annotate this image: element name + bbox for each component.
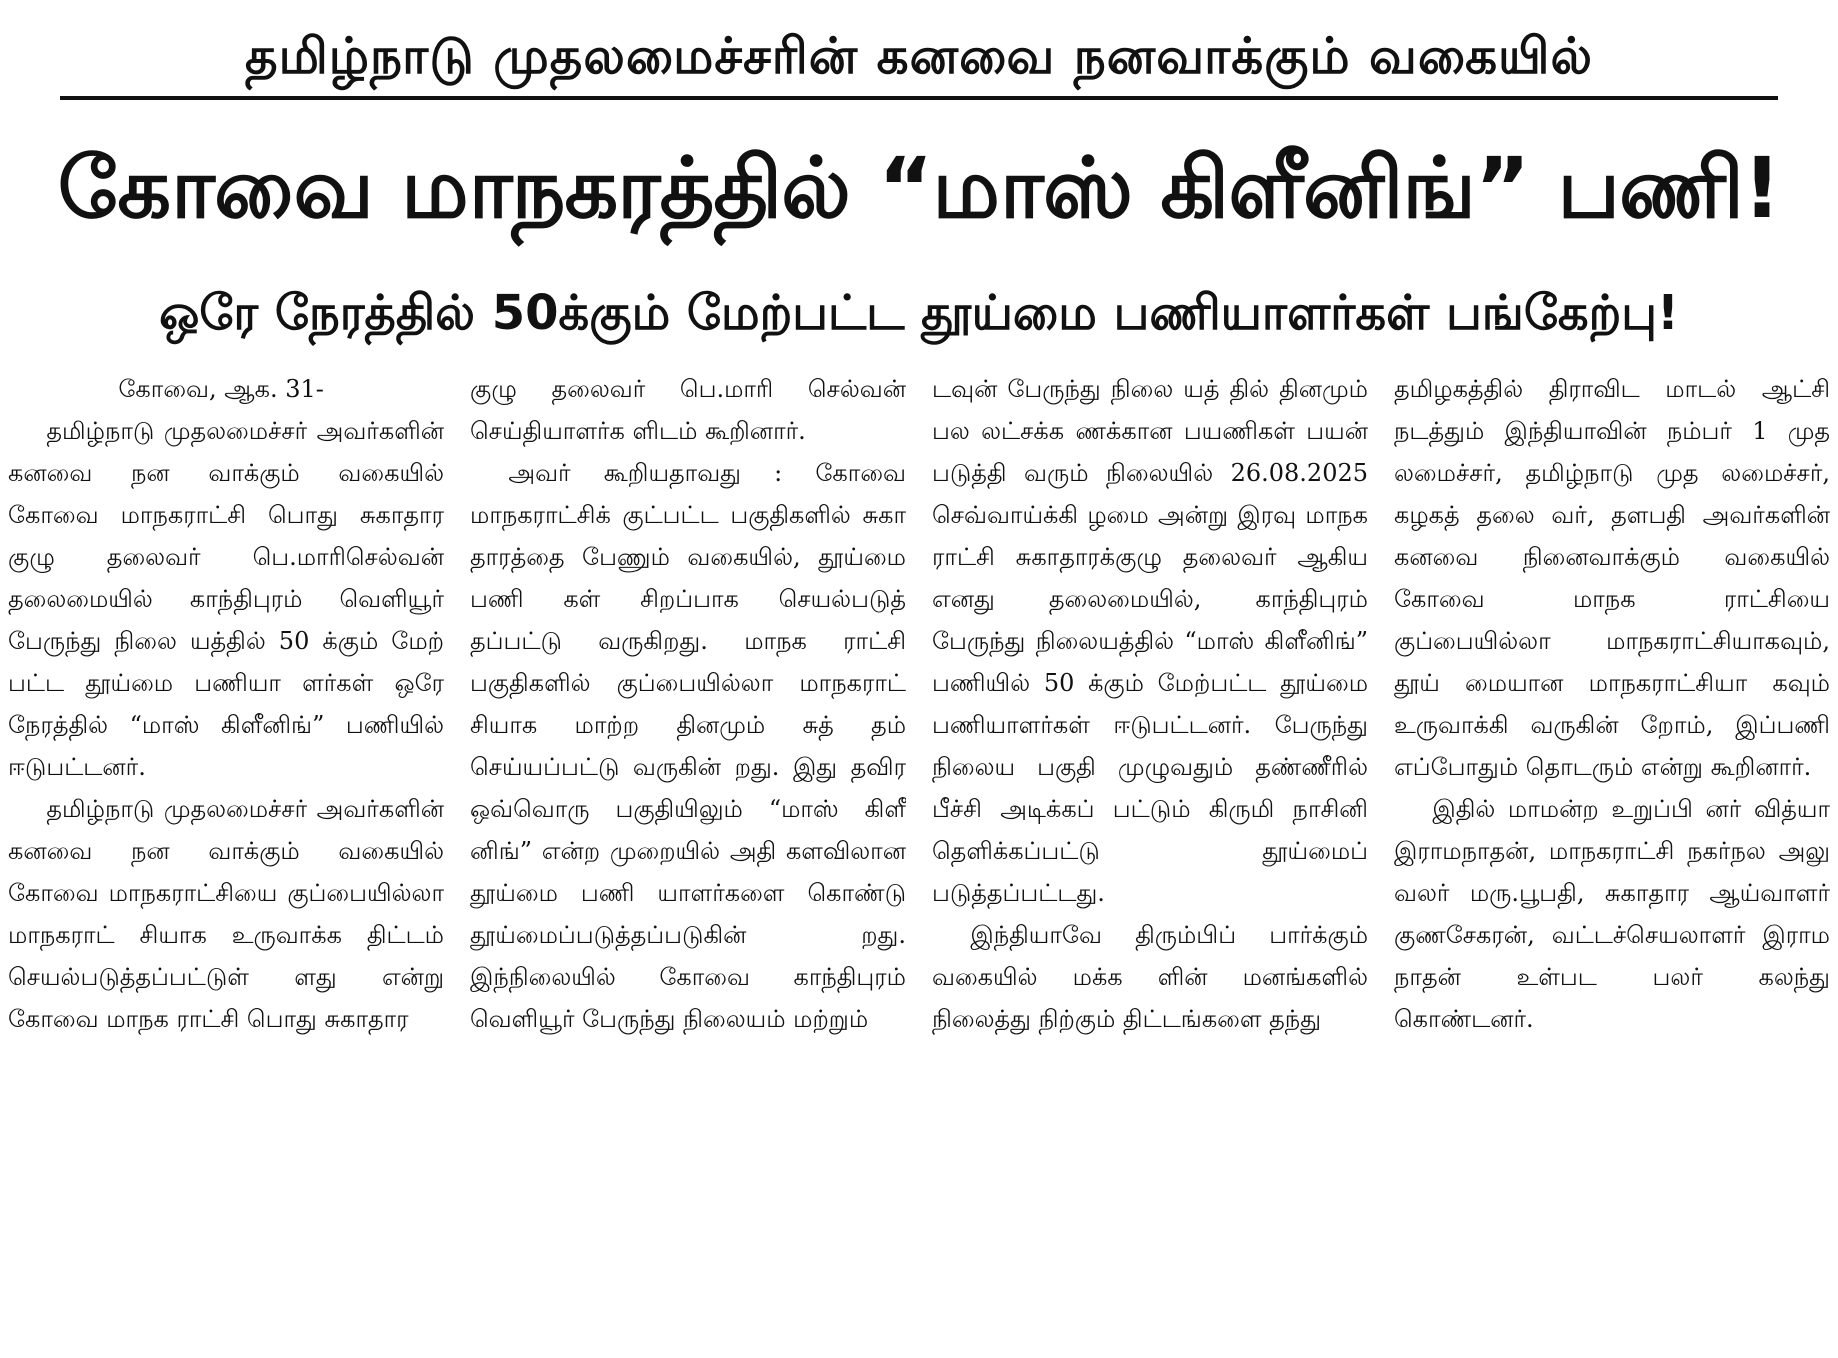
article-paragraph: அவர் கூறியதாவது : கோவை மாநகராட்சிக் குட்பட்ட பகுதிகளில் சுகா தாரத்தை பேணும் வகையில், தூய்மை பணி கள் சிறப்பாக செயல்படுத் தப்பட்டு வருகிறது. மாநக ராட்சி பகுதிகளில் குப்பையில்லா மாநகராட் சியாக மாற்ற தினமும் சுத் தம் செய்யப்பட்டு வருகின் றது. இது தவிர ஒவ்வொரு பகுதியிலும் “மாஸ் கிளீ னிங்” என்ற முறையில் அதி களவிலான தூய்மை பணி யாளர்களை கொண்டு தூய்மைப்படுத்தப்படுகின் றது. இந்நிலையில் கோவை காந்திபுரம் வெளியூர் பேருந்து நிலையம் மற்றும்	[470, 459, 906, 1033]
article-paragraph: இந்தியாவே திரும்பிப் பார்க்கும் வகையில் மக்க ளின் மனங்களில் நிலைத்து நிற்கும் திட்டங்களை தந்து	[932, 921, 1368, 1033]
dateline: கோவை, ஆக. 31-	[118, 375, 324, 403]
kicker-headline: தமிழ்நாடு முதலமைச்சரின் கனவை நனவாக்கும் வகையில்	[245, 27, 1593, 85]
sub-headline: ஒரே நேரத்தில் 50க்கும் மேற்பட்ட தூய்மை பணியாளர்கள் பங்கேற்பு!	[159, 285, 1679, 341]
article-column-3	[932, 368, 1368, 1358]
article-paragraph: தமிழ்நாடு முதலமைச்சர் அவர்களின் கனவை நன வாக்கும் வகையில் கோவை மாநகராட்சி பொது சுகாதார குழு தலைவர் பெ.மாரிசெல்வன் தலைமையில் காந்திபுரம் வெளியூர் பேருந்து நிலை யத்தில் 50 க்கும் மேற் பட்ட தூய்மை பணியா ளர்கள் ஒரே நேரத்தில் “மாஸ் கிளீனிங்” பணியில் ஈடுபட்டனர்.	[8, 417, 444, 781]
article-column-1	[8, 368, 444, 1358]
article-paragraph: தமிழகத்தில் திராவிட மாடல் ஆட்சி நடத்தும் இந்தியாவின் நம்பர் 1 முத லமைச்சர், தமிழ்நாடு முத லமைச்சர், கழகத் தலை வர், தளபதி அவர்களின் கனவை நினைவாக்கும் வகையில் கோவை மாநக ராட்சியை குப்பையில்லா மாநகராட்சியாகவும், தூய் மையான மாநகராட்சியா கவும் உருவாக்கி வருகின் றோம், இப்பணி எப்போதும் தொடரும் என்று கூறினார்.	[1394, 375, 1830, 781]
article-body	[8, 368, 1830, 1358]
article-column-4	[1394, 368, 1830, 1358]
main-headline: கோவை மாநகரத்தில் “மாஸ் கிளீனிங்” பணி!	[57, 139, 1781, 237]
article-column-2	[470, 368, 906, 1358]
article-paragraph: டவுன் பேருந்து நிலை யத் தில் தினமும் பல லட்சக்க ணக்கான பயணிகள் பயன் படுத்தி வரும் நிலையில் 26.08.2025 செவ்வாய்க்கி ழமை அன்று இரவு மாநக ராட்சி சுகாதாரக்குழு தலைவர் ஆகிய எனது தலைமையில், காந்திபுரம் பேருந்து நிலையத்தில் “மாஸ் கிளீனிங்” பணியில் 50 க்கும் மேற்பட்ட தூய்மை பணியாளர்கள் ஈடுபட்டனர். பேருந்து நிலைய பகுதி முழுவதும் தண்ணீரில் பீச்சி அடிக்கப் பட்டும் கிருமி நாசினி தெளிக்கப்பட்டு தூய்மைப் படுத்தப்பட்டது.	[932, 375, 1368, 907]
article-paragraph: இதில் மாமன்ற உறுப்பி னர் வித்யா இராமநாதன், மாநகராட்சி நகர்நல அலு வலர் மரு.பூபதி, சுகாதார ஆய்வாளர் குணசேகரன், வட்டச்செயலாளர் இராம நாதன் உள்பட பலர் கலந்து கொண்டனர்.	[1394, 795, 1830, 1033]
article-paragraph: தமிழ்நாடு முதலமைச்சர் அவர்களின் கனவை நன வாக்கும் வகையில் கோவை மாநகராட்சியை குப்பையில்லா மாநகராட் சியாக உருவாக்க திட்டம் செயல்படுத்தப்பட்டுள் ளது என்று கோவை மாநக ராட்சி பொது சுகாதார	[8, 795, 444, 1033]
kicker-underline	[60, 96, 1778, 100]
article-paragraph: குழு தலைவர் பெ.மாரி செல்வன் செய்தியாளர்க ளிடம் கூறினார்.	[470, 375, 906, 445]
